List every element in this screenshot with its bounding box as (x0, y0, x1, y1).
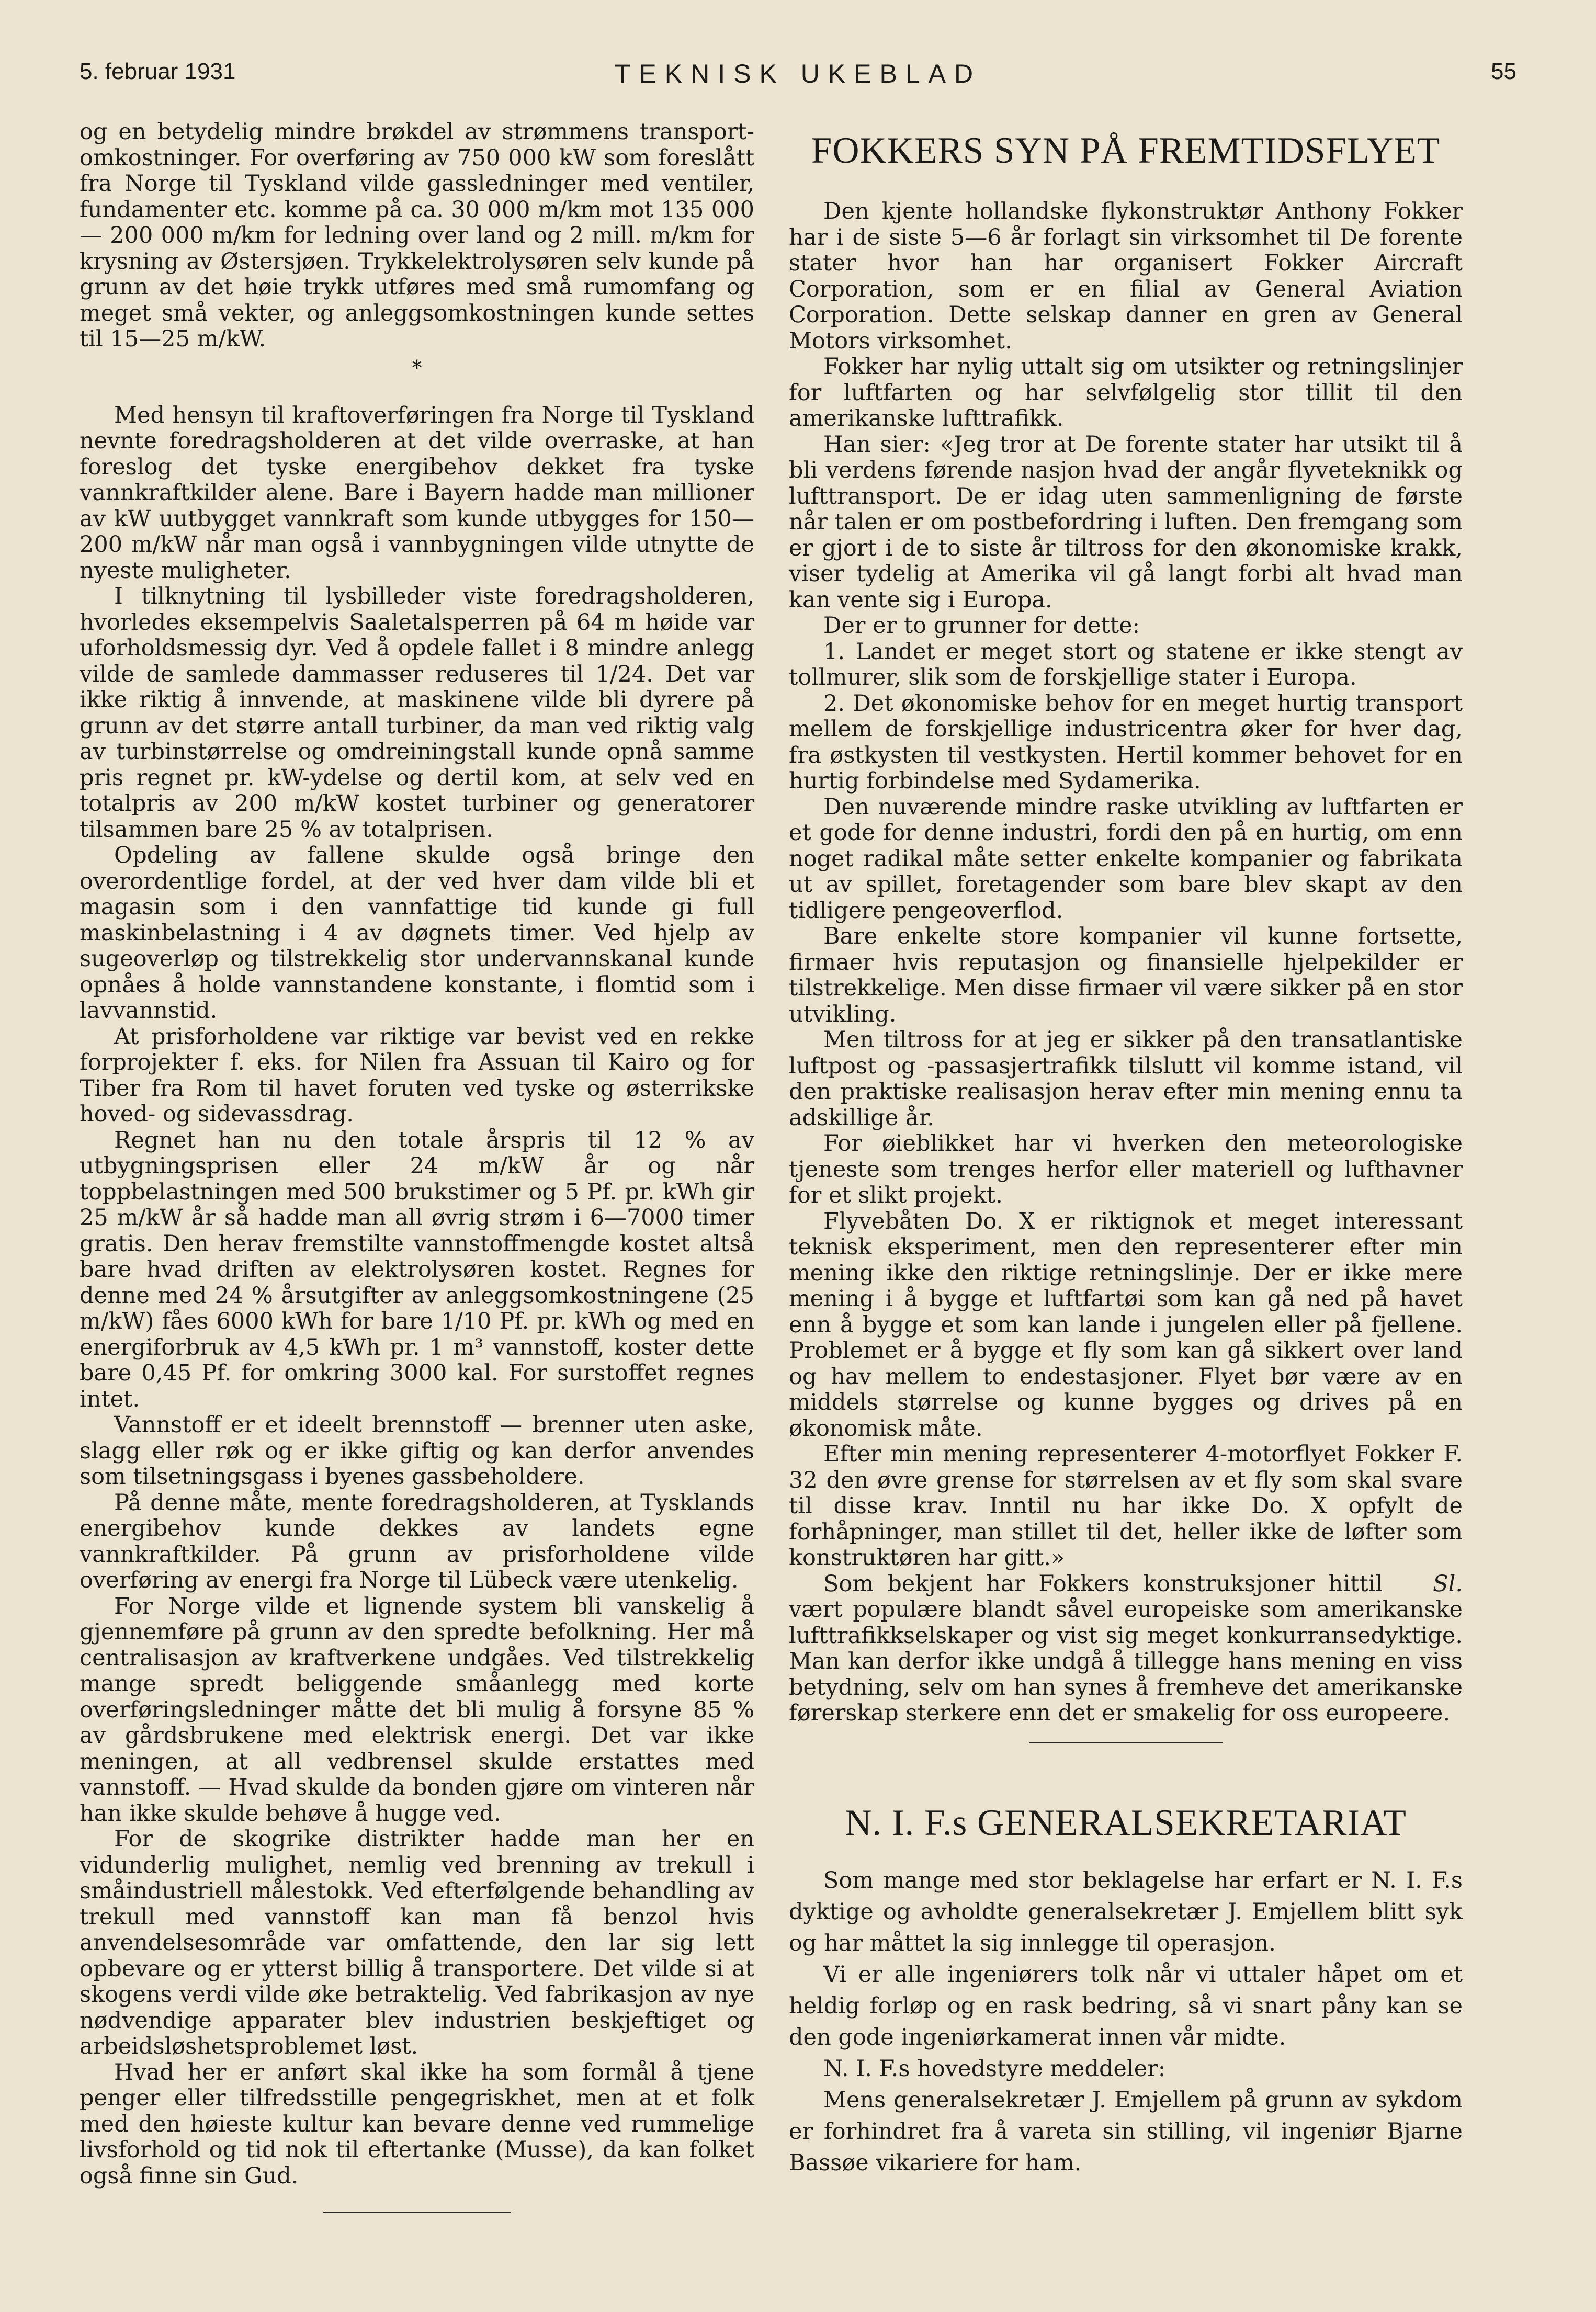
paragraph: Vannstoff er et ideelt brennstoff — brenner uten aske, slagg eller røk og er ikke giftig og kan derfor anvendes som tilsetningsgass i byenes gassbeholdere. (80, 1412, 754, 1490)
paragraph: Fokker har nylig uttalt sig om utsikter og retningslinjer for luftfarten og har selvfølgelig stor tillit til den amerikanske lufttrafikk. (789, 354, 1463, 432)
paragraph: Opdeling av fallene skulde også bringe den overordentlige fordel, at der ved hver dam vilde bli et magasin som i den vannfattige tid kunde gi full maskinbelastning i 4 av døgnets timer. Ved hjelp av sugeoverløp og tilstrekkelig stor undervannskanal kunde opnåes å holde vannstandene konstante, i flomtid som i lavvannstid. (80, 842, 754, 1024)
paragraph: Som mange med stor beklagelse har erfart er N. I. F.s dyktige og avholdte generalsekretær J. Emjellem blitt syk og har måttet la sig innlegge til operasjon. (789, 1867, 1463, 1956)
journal-title: TEKNISK UKEBLAD (614, 59, 982, 88)
paragraph: Flyvebåten Do. X er riktignok et meget interessant teknisk eksperiment, men den representerer efter min mening ikke den riktige retningslinje. Der er ikke mere mening i å bygge et luftfartøi som kan gå ned på havet enn å bygge et som kan lande i jungelen eller på fjellene. Problemet er å bygge et fly som kan gå sikkert over land og hav mellem to endestasjoner. Flyet bør være av en middels størrelse og kunne bygges og drives på en økonomisk måte. (789, 1208, 1463, 1442)
paragraph: N. I. F.s hovedstyre meddeler: (823, 2055, 1166, 2082)
end-rule (1029, 1742, 1223, 1743)
paragraph: Mens generalsekretær J. Emjellem på grunn av sykdom er forhindret fra å vareta sin stilling, vil ingeniør Bjarne Bassøe vikariere for ham. (789, 2087, 1463, 2176)
issue-date: 5. februar 1931 (80, 59, 236, 84)
paragraph: Han sier: «Jeg tror at De forente stater har utsikt til å bli verdens førende nasjon hvad der angår flyveteknikk og lufttransport. De er idag uten sammenligning de første når talen er om postbefordring i luften. Den fremgang som er gjort i de to siste år tiltross for den økonomiske krakk, viser tydelig at Amerika vil gå langt forbi alt hvad man kan vente sig i Europa. (789, 431, 1463, 613)
paragraph: Den kjente hollandske flykonstruktør Anthony Fokker har i de siste 5—6 år forlagt sin virksomhet til De forente stater hvor han har organisert Fokker Aircraft Corporation, som er en filial av General Aviation Corporation. Dette selskap danner en gren av General Motors virksomhet. (789, 198, 1463, 354)
paragraph: I tilknytning til lysbilleder viste foredragsholderen, hvorledes eksempelvis Saaletalsperren på 64 m høide var uforholdsmessig dyr. Ved å opdele fallet i 8 mindre anlegg vilde de samlede dammasser reduseres til 1/24. Det var ikke riktig å innvende, at maskinene vilde bli dyrere på grunn av det større antall turbiner, da man ved riktig valg av turbinstørrelse og omdreiningstall kunde opnå samme pris regnet pr. kW-ydelse og dertil kom, at selv ved en totalpris av 200 m/kW kostet turbiner og generatorer tilsammen bare 25 % av totalprisen. (80, 583, 754, 843)
paragraph: Den nuværende mindre raske utvikling av luftfarten er et gode for denne industri, fordi den på en hurtig, om enn noget radikal måte setter enkelte kompanier og fabrikata ut av spillet, foretagender som bare blev skapt av den tidligere pengeoverflod. (789, 794, 1463, 924)
paragraph: For øieblikket har vi hverken den meteorologiske tjeneste som trenges herfor eller materiell og lufthavner for et slikt projekt. (789, 1130, 1463, 1208)
left-column (80, 119, 754, 2213)
paragraph: Med hensyn til kraftoverføringen fra Norge til Tyskland nevnte foredragsholderen at det vilde overraske, at han foreslog det tyske energibehov dekket fra tyske vannkraftkilder alene. Bare i Bayern hadde man millioner av kW uutbygget vannkraft som kunde utbygges for 150—200 m/kW når man også i vannbygningen vilde utnytte de nyeste muligheter. (80, 402, 754, 584)
paragraph: 1. Landet er meget stort og statene er ikke stengt av tollmurer, slik som de forskjellige stater i Europa. (789, 638, 1463, 690)
paragraph-with-signature (789, 1571, 1463, 1727)
paragraph: Efter min mening representerer 4-motorflyet Fokker F. 32 den øvre grense for størrelsen av et fly som skal svare til disse krav. Inntil nu har ikke Do. X opfylt de forhåpninger, man stillet til det, heller ikke de løfter som konstruktøren har gitt.» (789, 1441, 1463, 1571)
section-separator: * (412, 356, 422, 379)
paragraph: På denne måte, mente foredragsholderen, at Tysklands energibehov kunde dekkes av landets egne vannkraftkilder. På grunn av prisforholdene vilde overføring av energi fra Norge til Lübeck være utenkelig. (80, 1489, 754, 1593)
paragraph: Bare enkelte store kompanier vil kunne fortsette, firmaer hvis reputasjon og finansielle hjelpekilder er tilstrekkelige. Men disse firmaer vil være sikker på en stor utvikling. (789, 923, 1463, 1027)
author-signature: Sl. (1433, 1570, 1463, 1597)
paragraph: 2. Det økonomiske behov for en meget hurtig transport mellem de forskjellige industricentra øker for hver dag, fra østkysten til vestkysten. Hertil kommer behovet for en hurtig forbindelse med Sydamerika. (789, 690, 1463, 794)
article-heading-nif: N. I. F.s GENERALSEKRETARIAT (845, 1802, 1407, 1843)
paragraph-text: Som bekjent har Fokkers konstruksjoner hittil vært populære blandt såvel europeiske som amerikanske lufttrafikkselskaper og vist sig meget konkurransedyktige. Man kan derfor ikke undgå å tillegge hans mening en viss betydning, selv om han synes å fremheve det amerikanske førerskap sterkere enn det er smakelig for oss europeere. (789, 1570, 1463, 1726)
article-body-nif (789, 1865, 1463, 2179)
paragraph: Regnet han nu den totale årspris til 12 % av utbygningsprisen eller 24 m/kW år og når toppbelastningen med 500 brukstimer og 5 Pf. pr. kWh gir 25 m/kW år så hadde man all øvrig strøm i 6—7000 timer gratis. Den herav fremstilte vannstoffmengde kostet altså bare hvad driften av elektrolysøren kostet. Regnes for denne med 24 % årsutgifter av anleggsomkostningene (25 m/kW) fåes 6000 kWh for bare 1/10 Pf. pr. kWh og med en energiforbruk av 4,5 kWh pr. 1 m³ vannstoff, koster dette bare 0,45 Pf. for omkring 3000 kal. For surstoffet regnes intet. (80, 1127, 754, 1412)
paragraph: For Norge vilde et lignende system bli vanskelig å gjennemføre på grunn av den spredte befolkning. Her må centralisasjon av kraftverkene undgåes. Ved tilstrekkelig mange spredt beliggende småanlegg med korte overføringsledninger måtte det bli mulig å forsyne 85 % av gårdsbrukene med elektrisk energi. Det var ikke meningen, at all vedbrensel skulde erstattes med vannstoff. — Hvad skulde da bonden gjøre om vinteren når han ikke skulde behøve å hugge ved. (80, 1593, 754, 1827)
paragraph: Vi er alle ingeniørers tolk når vi uttaler håpet om et heldig forløp og en rask bedring, så vi snart påny kan se den gode ingeniørkamerat innen vår midte. (789, 1961, 1463, 2050)
paragraph: Men tiltross for at jeg er sikker på den transatlantiske luftpost og -passasjertrafikk tilslutt vil komme istand, vil den praktiske realisasjon herav efter min mening ennu ta adskillige år. (789, 1027, 1463, 1131)
paragraph: At prisforholdene var riktige var bevist ved en rekke forprojekter f. eks. for Nilen fra Assuan til Kairo og for Tiber fra Rom til havet foruten ved tyske og østerrikske hoved- og sidevassdrag. (80, 1023, 754, 1127)
paragraph: Hvad her er anført skal ikke ha som formål å tjene penger eller tilfredsstille pengegriskhet, men at et folk med den høieste kultur kan bevare denne ved rummelige livsforhold og tid nok til eftertanke (Musse), da kan folket også finne sin Gud. (80, 2059, 754, 2189)
article-heading-fokker: FOKKERS SYN PÅ FREMTIDSFLYET (811, 130, 1441, 171)
page-number: 55 (1491, 59, 1516, 84)
paragraph: For de skogrike distrikter hadde man her en vidunderlig mulighet, nemlig ved brenning av trekull i småindustriell målestokk. Ved efterfølgende behandling av trekull med vannstoff kan man få benzol hvis anvendelsesområde var omfattende, den lar sig lett opbevare og er ytterst billig å transportere. Det vilde si at skogens verdi vilde øke betraktelig. Ved fabrikasjon av nye nødvendige apparater blev industrien beskjeftiget og arbeidsløshetsproblemet løst. (80, 1826, 754, 2059)
running-header (80, 59, 1516, 100)
paragraph: Der er to grunner for dette: (823, 613, 1140, 639)
paragraph: og en betydelig mindre brøkdel av strømmens transport-omkostninger. For overføring av 750 000 kW som foreslått fra Norge til Tyskland vilde gassledninger med ventiler, fundamenter etc. komme på ca. 30 000 m/km mot 135 000 — 200 000 m/km for ledning over land og 2 mill. m/km for krysning av Østersjøen. Trykkelektrolysøren selv kunde på grunn av det høie trykk utføres med små rumomfang og meget små vekter, og anleggsomkostningen kunde settes til 15—25 m/kW. (80, 119, 754, 352)
end-rule (323, 2212, 511, 2213)
right-column (789, 119, 1463, 2179)
